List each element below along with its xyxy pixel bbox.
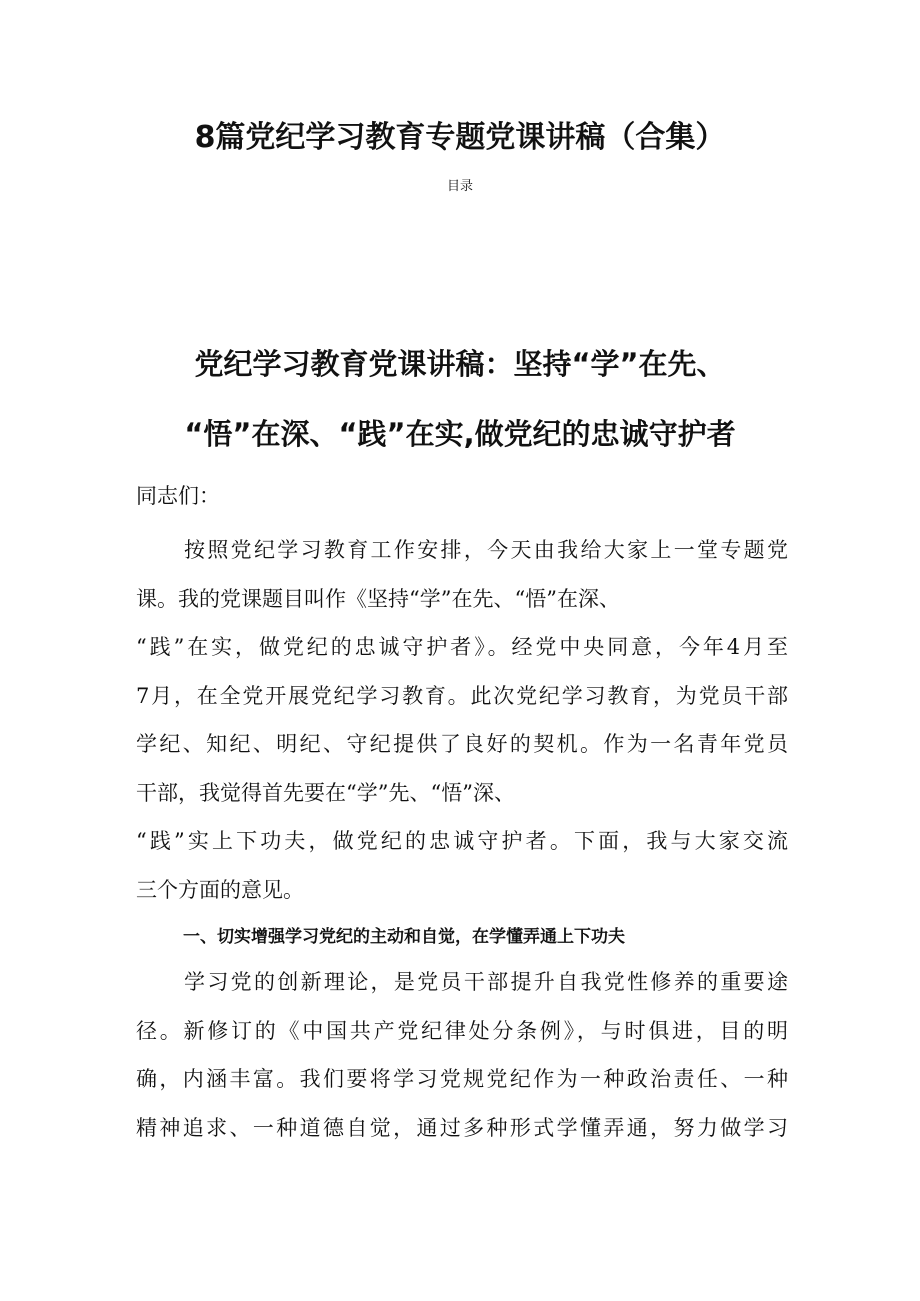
paragraph-line: 径。新修订的《中国共产党纪律处分条例》，与时俱进，目的明 bbox=[136, 1018, 788, 1043]
paragraph-line: 学习党的创新理论，是党员干部提升自我党性修养的重要途 bbox=[184, 970, 788, 994]
paragraph-line: 干部，我觉得首先要在“学”先、“悟”深、 bbox=[136, 780, 515, 805]
paragraph-line: “践”在实，做党纪的忠诚守护者》。经党中央同意，今年4月至 bbox=[136, 635, 788, 659]
article-title-line-1: 党纪学习教育党课讲稿：坚持“学”在先、 bbox=[194, 347, 726, 381]
paragraph-line: 精神追求、一种道德自觉，通过多种形式学懂弄通，努力做学习 bbox=[136, 1115, 788, 1140]
paragraph-line: 学纪、知纪、明纪、守纪提供了良好的契机。作为一名青年党员 bbox=[136, 732, 788, 756]
table-of-contents-label: 目录 bbox=[446, 179, 473, 194]
document-title: 8篇党纪学习教育专题党课讲稿（合集） bbox=[194, 120, 726, 155]
paragraph-introduction bbox=[136, 526, 788, 914]
paragraph-line: 7月，在全党开展党纪学习教育。此次党纪学习教育，为党员干部 bbox=[136, 683, 788, 708]
paragraph-line: 按照党纪学习教育工作安排，今天由我给大家上一堂专题党 bbox=[184, 538, 788, 562]
article-title-line-2: “悟”在深、“践”在实,做党纪的忠诚守护者 bbox=[184, 417, 736, 451]
paragraph-line: 确，内涵丰富。我们要将学习党规党纪作为一种政治责任、一种 bbox=[136, 1067, 788, 1091]
paragraph-section-1 bbox=[136, 958, 788, 1152]
paragraph-line: “践”实上下功夫，做党纪的忠诚守护者。下面，我与大家交流 bbox=[136, 829, 788, 853]
paragraph-line: 课。我的党课题目叫作《坚持“学”在先、“悟”在深、 bbox=[136, 586, 620, 611]
salutation: 同志们： bbox=[136, 484, 220, 508]
paragraph-line: 三个方面的意见。 bbox=[136, 877, 304, 902]
section-heading-1: 一、切实增强学习党纪的主动和自觉，在学懂弄通上下功夫 bbox=[183, 927, 625, 947]
